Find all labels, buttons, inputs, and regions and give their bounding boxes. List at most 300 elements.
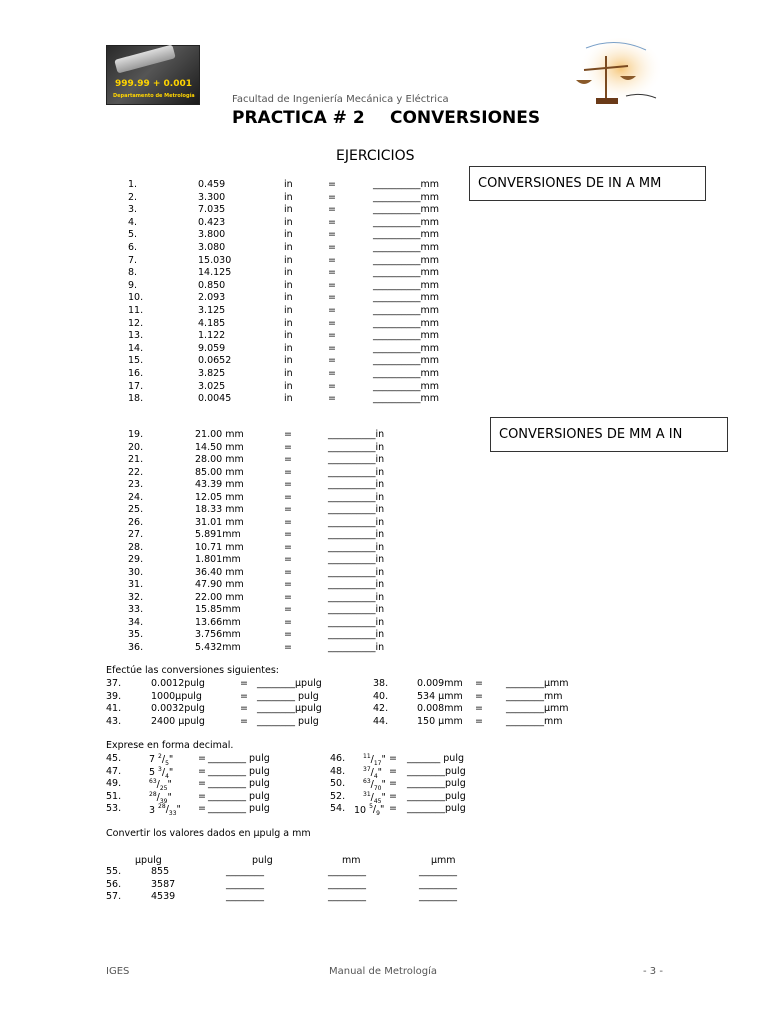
item-number: 48.: [330, 765, 346, 777]
item-number: 11.: [128, 305, 144, 316]
equals-sign: =: [389, 778, 397, 790]
fraction-denominator: 4: [373, 772, 378, 780]
item-value: 534 μmm: [417, 690, 463, 702]
answer-blank: ________: [328, 878, 366, 890]
fraction-whole: 7: [149, 754, 156, 766]
item-value: 3.825: [198, 368, 226, 379]
item-number: 56.: [106, 878, 122, 890]
answer-blank: ________μpulg: [257, 703, 322, 714]
item-number: 24.: [128, 491, 144, 503]
answer-blank: ________: [328, 891, 366, 902]
inch-mark: ": [168, 754, 174, 766]
item-number: 37.: [106, 678, 122, 689]
item-value: 3.080: [198, 242, 226, 253]
equals-sign: =: [284, 591, 292, 603]
item-number: 30.: [128, 566, 144, 578]
inch-mark: ": [377, 766, 383, 778]
item-value: 28.00 mm: [195, 454, 244, 465]
item-number: 8.: [128, 267, 138, 279]
item-value: 4.185: [198, 317, 226, 329]
item-value: 0.0045: [198, 393, 232, 405]
answer-blank: __________mm: [373, 242, 440, 253]
item-value: 12.05 mm: [195, 491, 244, 503]
fraction-denominator: 17: [373, 760, 382, 768]
item-value: 15.030: [198, 254, 232, 266]
item-number: 6.: [128, 242, 138, 253]
item-number: 10.: [128, 292, 144, 304]
item-unit: in: [284, 317, 293, 329]
fraction-denominator: 33: [168, 810, 177, 818]
item-number: 47.: [106, 765, 122, 777]
equals-sign: =: [328, 317, 336, 329]
item-number: 34.: [128, 616, 144, 628]
equals-sign: =: [284, 466, 292, 478]
item-value: 13.66mm: [195, 616, 241, 628]
equals-sign: =: [284, 641, 292, 653]
page-title: PRACTICA # 2: [232, 108, 365, 128]
equals-sign: =: [284, 441, 292, 453]
answer-blank: __________mm: [373, 317, 440, 329]
item-number: 38.: [373, 678, 389, 689]
answer-blank: __________in: [328, 491, 385, 503]
inch-mark: ": [381, 779, 386, 791]
answer-blank: ________: [226, 878, 264, 890]
answer-blank: __________in: [328, 579, 385, 590]
equals-sign: =: [198, 765, 206, 777]
item-number: 23.: [128, 479, 144, 490]
fraction-numerator: 31: [363, 790, 371, 798]
equals-sign: =: [475, 690, 483, 702]
equals-sign: =: [284, 479, 292, 490]
answer-blank: ________μmm: [506, 703, 569, 714]
equals-sign: =: [198, 753, 206, 764]
equals-sign: =: [328, 355, 336, 367]
fraction-slash: /: [161, 766, 166, 778]
item-number: 43.: [106, 715, 122, 727]
answer-blank: ________ pulg: [257, 715, 319, 727]
equals-sign: =: [284, 579, 292, 590]
item-number: 49.: [106, 778, 122, 790]
fraction-slash: /: [156, 779, 160, 791]
equals-sign: =: [198, 790, 206, 802]
inch-mark: ": [176, 804, 181, 816]
item-value: 9.059: [198, 342, 226, 354]
equals-sign: =: [328, 179, 336, 190]
item-number: 36.: [128, 641, 144, 653]
answer-blank: _______ pulg: [407, 753, 464, 764]
fraction-slash: /: [370, 754, 374, 766]
equals-sign: =: [475, 703, 483, 714]
answer-blank: ________μmm: [506, 678, 569, 689]
item-number: 5.: [128, 229, 138, 241]
item-value: 0.459: [198, 179, 226, 190]
item-number: 15.: [128, 355, 144, 367]
item-number: 19.: [128, 429, 144, 440]
fraction-denominator: 39: [159, 797, 168, 805]
equals-sign: =: [284, 604, 292, 615]
inch-mark: ": [379, 804, 385, 816]
equals-sign: =: [284, 516, 292, 528]
answer-blank: __________in: [328, 541, 385, 553]
answer-blank: __________mm: [373, 254, 440, 266]
answer-blank: __________in: [328, 554, 385, 565]
answer-blank: __________in: [328, 566, 385, 578]
item-value: 0.0012pulg: [151, 678, 205, 689]
item-number: 55.: [106, 866, 122, 877]
item-value: 855: [151, 866, 170, 877]
item-number: 12.: [128, 317, 144, 329]
item-number: 26.: [128, 516, 144, 528]
answer-blank: __________in: [328, 629, 385, 640]
answer-blank: ________: [419, 866, 457, 877]
section-instruction: Efectúe las conversiones siguientes:: [106, 665, 279, 676]
footer-center: Manual de Metrología: [329, 966, 438, 977]
item-number: 57.: [106, 891, 122, 902]
item-number: 29.: [128, 554, 144, 565]
equals-sign: =: [328, 393, 336, 405]
item-number: 54.: [330, 803, 346, 815]
item-unit: in: [284, 330, 293, 342]
item-number: 14.: [128, 342, 144, 354]
item-number: 31.: [128, 579, 144, 590]
item-unit: in: [284, 242, 293, 253]
equals-sign: =: [328, 342, 336, 354]
footer-left: IGES: [106, 966, 130, 977]
equals-sign: =: [198, 778, 206, 790]
item-value: 2.093: [198, 292, 226, 304]
equals-sign: =: [328, 267, 336, 279]
answer-blank: __________in: [328, 441, 385, 453]
item-value: 3.756mm: [195, 629, 241, 640]
item-number: 22.: [128, 466, 144, 478]
answer-blank: __________mm: [373, 204, 440, 216]
item-unit: in: [284, 355, 293, 367]
item-number: 2.: [128, 191, 138, 203]
answer-blank: ________pulg: [407, 778, 466, 790]
item-number: 27.: [128, 529, 144, 540]
equals-sign: =: [240, 678, 248, 689]
fraction-slash: /: [161, 754, 166, 766]
equals-sign: =: [284, 491, 292, 503]
item-value: 15.85mm: [195, 604, 241, 615]
item-value: 5.432mm: [195, 641, 241, 653]
scale-logo-icon: [566, 36, 666, 112]
equals-sign: =: [240, 690, 248, 702]
item-value: 1.122: [198, 330, 226, 342]
item-number: 32.: [128, 591, 144, 603]
answer-blank: ________: [419, 878, 457, 890]
item-value: 3587: [151, 878, 176, 890]
equals-sign: =: [328, 242, 336, 253]
answer-blank: ________ pulg: [208, 778, 270, 790]
item-number: 16.: [128, 368, 144, 379]
item-value: 7.035: [198, 204, 226, 216]
fraction-slash: /: [370, 766, 374, 778]
equals-sign: =: [284, 541, 292, 553]
fraction-numerator: 37: [363, 765, 371, 773]
fraction-denominator: 9: [376, 810, 380, 818]
item-number: 28.: [128, 541, 144, 553]
equals-sign: =: [475, 678, 483, 689]
logo-department: Departamento de Metrología: [113, 93, 195, 99]
equals-sign: =: [284, 616, 292, 628]
item-value: 18.33 mm: [195, 504, 244, 515]
equals-sign: =: [328, 254, 336, 266]
item-number: 7.: [128, 254, 138, 266]
answer-blank: ________pulg: [407, 790, 466, 802]
answer-blank: __________mm: [373, 191, 440, 203]
fraction-slash: /: [370, 791, 374, 803]
section-box-in-to-mm: [469, 166, 706, 201]
answer-blank: ________: [226, 891, 264, 902]
answer-blank: ________mm: [506, 690, 563, 702]
answer-blank: __________mm: [373, 330, 440, 342]
equals-sign: =: [328, 305, 336, 316]
department-logo: [106, 45, 200, 105]
answer-blank: __________mm: [373, 216, 440, 228]
fraction-slash: /: [370, 779, 374, 791]
item-value: 0.008mm: [417, 703, 463, 714]
inch-mark: ": [167, 791, 172, 803]
section-box-label: CONVERSIONES DE IN A MM: [478, 176, 662, 191]
equals-sign: =: [328, 191, 336, 203]
fraction-value: [149, 803, 181, 817]
item-number: 42.: [373, 703, 389, 714]
micrometer-image: [114, 44, 176, 73]
equals-sign: =: [328, 292, 336, 304]
item-unit: in: [284, 191, 293, 203]
page-title-topic: CONVERSIONES: [390, 108, 541, 128]
equals-sign: =: [475, 715, 483, 727]
item-number: 50.: [330, 778, 346, 790]
item-number: 4.: [128, 216, 138, 228]
fraction-denominator: 25: [159, 785, 168, 793]
item-number: 25.: [128, 504, 144, 515]
fraction-numerator: 3: [158, 765, 162, 773]
equals-sign: =: [328, 368, 336, 379]
fraction-numerator: 2: [158, 753, 162, 760]
item-value: 0.009mm: [417, 678, 463, 689]
item-number: 45.: [106, 753, 122, 764]
item-value: 0.423: [198, 216, 226, 228]
answer-blank: ________ pulg: [208, 765, 270, 777]
fraction-denominator: 5: [165, 760, 169, 768]
item-unit: in: [284, 342, 293, 354]
item-value: 85.00 mm: [195, 466, 244, 478]
inch-mark: ": [381, 754, 386, 766]
answer-blank: __________in: [328, 454, 385, 465]
item-number: 52.: [330, 790, 346, 802]
section-box-label: CONVERSIONES DE MM A IN: [499, 427, 683, 442]
answer-blank: __________mm: [373, 393, 440, 405]
answer-blank: ________ pulg: [208, 753, 270, 764]
item-number: 33.: [128, 604, 144, 615]
item-unit: in: [284, 216, 293, 228]
equals-sign: =: [240, 703, 248, 714]
equals-sign: =: [328, 279, 336, 291]
fraction-whole: 3: [149, 804, 156, 816]
equals-sign: =: [389, 765, 397, 777]
item-number: 51.: [106, 790, 122, 802]
item-number: 1.: [128, 179, 138, 190]
item-value: 150 μmm: [417, 715, 463, 727]
item-unit: in: [284, 305, 293, 316]
item-unit: in: [284, 380, 293, 392]
answer-blank: __________mm: [373, 279, 440, 291]
equals-sign: =: [198, 803, 206, 815]
item-value: 10.71 mm: [195, 541, 244, 553]
equals-sign: =: [284, 529, 292, 540]
item-value: 5.891mm: [195, 529, 241, 540]
item-number: 41.: [106, 703, 122, 714]
fraction-denominator: 45: [373, 797, 382, 805]
answer-blank: ________: [328, 866, 366, 877]
item-value: 31.01 mm: [195, 516, 244, 528]
item-number: 20.: [128, 441, 144, 453]
equals-sign: =: [328, 229, 336, 241]
item-value: 3.300: [198, 191, 226, 203]
answer-blank: __________in: [328, 641, 385, 653]
item-value: 3.025: [198, 380, 226, 392]
equals-sign: =: [389, 753, 397, 764]
item-number: 44.: [373, 715, 389, 727]
fraction-value: [354, 803, 384, 817]
answer-blank: ________μpulg: [257, 678, 322, 689]
fraction-slash: /: [165, 804, 169, 816]
fraction-denominator: 70: [373, 785, 382, 793]
fraction-whole: 10: [354, 804, 367, 816]
equals-sign: =: [284, 504, 292, 515]
fraction-numerator: 5: [369, 803, 373, 811]
item-value: 21.00 mm: [195, 429, 244, 440]
item-value: 1.801mm: [195, 554, 241, 565]
equals-sign: =: [328, 204, 336, 216]
item-value: 36.40 mm: [195, 566, 244, 578]
section-box-mm-to-in: [490, 417, 728, 452]
answer-blank: __________mm: [373, 380, 440, 392]
equals-sign: =: [284, 429, 292, 440]
answer-blank: __________mm: [373, 179, 440, 190]
answer-blank: __________in: [328, 516, 385, 528]
item-value: 14.50 mm: [195, 441, 244, 453]
item-number: 17.: [128, 380, 144, 392]
fraction-whole: 5: [149, 766, 156, 778]
answer-blank: __________mm: [373, 292, 440, 304]
answer-blank: __________mm: [373, 229, 440, 241]
answer-blank: ________: [226, 866, 264, 877]
answer-blank: __________in: [328, 616, 385, 628]
item-value: 1000μpulg: [151, 690, 202, 702]
item-number: 53.: [106, 803, 122, 815]
item-value: 3.800: [198, 229, 226, 241]
answer-blank: __________in: [328, 591, 385, 603]
item-unit: in: [284, 267, 293, 279]
item-value: 0.0032pulg: [151, 703, 205, 714]
column-header: μmm: [431, 855, 456, 866]
fraction-slash: /: [372, 804, 377, 816]
equals-sign: =: [284, 454, 292, 465]
item-number: 39.: [106, 690, 122, 702]
answer-blank: ________mm: [506, 715, 563, 727]
item-number: 21.: [128, 454, 144, 465]
inch-mark: ": [168, 766, 174, 778]
fraction-numerator: 28: [158, 803, 166, 811]
answer-blank: __________in: [328, 604, 385, 615]
item-value: 2400 μpulg: [151, 715, 205, 727]
equals-sign: =: [389, 803, 397, 815]
answer-blank: __________mm: [373, 368, 440, 379]
fraction-numerator: 63: [363, 778, 371, 786]
answer-blank: __________in: [328, 504, 385, 515]
column-header: μpulg: [135, 855, 162, 866]
item-unit: in: [284, 204, 293, 216]
item-value: 3.125: [198, 305, 226, 316]
item-unit: in: [284, 179, 293, 190]
column-header: pulg: [252, 855, 273, 866]
equals-sign: =: [240, 715, 248, 727]
item-number: 18.: [128, 393, 144, 405]
item-value: 47.90 mm: [195, 579, 244, 590]
item-number: 35.: [128, 629, 144, 640]
item-number: 3.: [128, 204, 138, 216]
answer-blank: __________mm: [373, 305, 440, 316]
item-value: 0.850: [198, 279, 226, 291]
equals-sign: =: [328, 330, 336, 342]
equals-sign: =: [328, 380, 336, 392]
answer-blank: __________in: [328, 529, 385, 540]
fraction-slash: /: [156, 791, 160, 803]
answer-blank: __________in: [328, 479, 385, 490]
item-value: 22.00 mm: [195, 591, 244, 603]
item-value: 0.0652: [198, 355, 232, 367]
item-value: 4539: [151, 891, 176, 902]
fraction-denominator: 4: [165, 772, 169, 780]
equals-sign: =: [284, 566, 292, 578]
section-heading: EJERCICIOS: [336, 148, 415, 164]
item-unit: in: [284, 393, 293, 405]
item-number: 13.: [128, 330, 144, 342]
item-number: 9.: [128, 279, 138, 291]
item-value: 14.125: [198, 267, 232, 279]
answer-blank: __________mm: [373, 342, 440, 354]
equals-sign: =: [284, 554, 292, 565]
item-unit: in: [284, 292, 293, 304]
faculty-name: Facultad de Ingeniería Mecánica y Eléctrica: [232, 94, 449, 105]
answer-blank: __________in: [328, 429, 385, 440]
fraction-numerator: 63: [149, 778, 157, 786]
item-unit: in: [284, 254, 293, 266]
item-number: 46.: [330, 753, 346, 764]
inch-mark: ": [167, 779, 172, 791]
answer-blank: ________pulg: [407, 803, 466, 815]
item-unit: in: [284, 229, 293, 241]
answer-blank: ________ pulg: [208, 803, 270, 815]
answer-blank: ________: [419, 891, 457, 902]
fraction-numerator: 11: [363, 753, 371, 760]
page-number: - 3 -: [643, 966, 663, 977]
answer-blank: ________ pulg: [208, 790, 270, 802]
item-value: 43.39 mm: [195, 479, 244, 490]
answer-blank: __________in: [328, 466, 385, 478]
answer-blank: ________pulg: [407, 765, 466, 777]
answer-blank: __________mm: [373, 355, 440, 367]
logo-value: 999.99 + 0.001: [115, 79, 193, 89]
item-number: 40.: [373, 690, 389, 702]
item-unit: in: [284, 279, 293, 291]
fraction-numerator: 28: [149, 790, 157, 798]
equals-sign: =: [284, 629, 292, 640]
equals-sign: =: [389, 790, 397, 802]
